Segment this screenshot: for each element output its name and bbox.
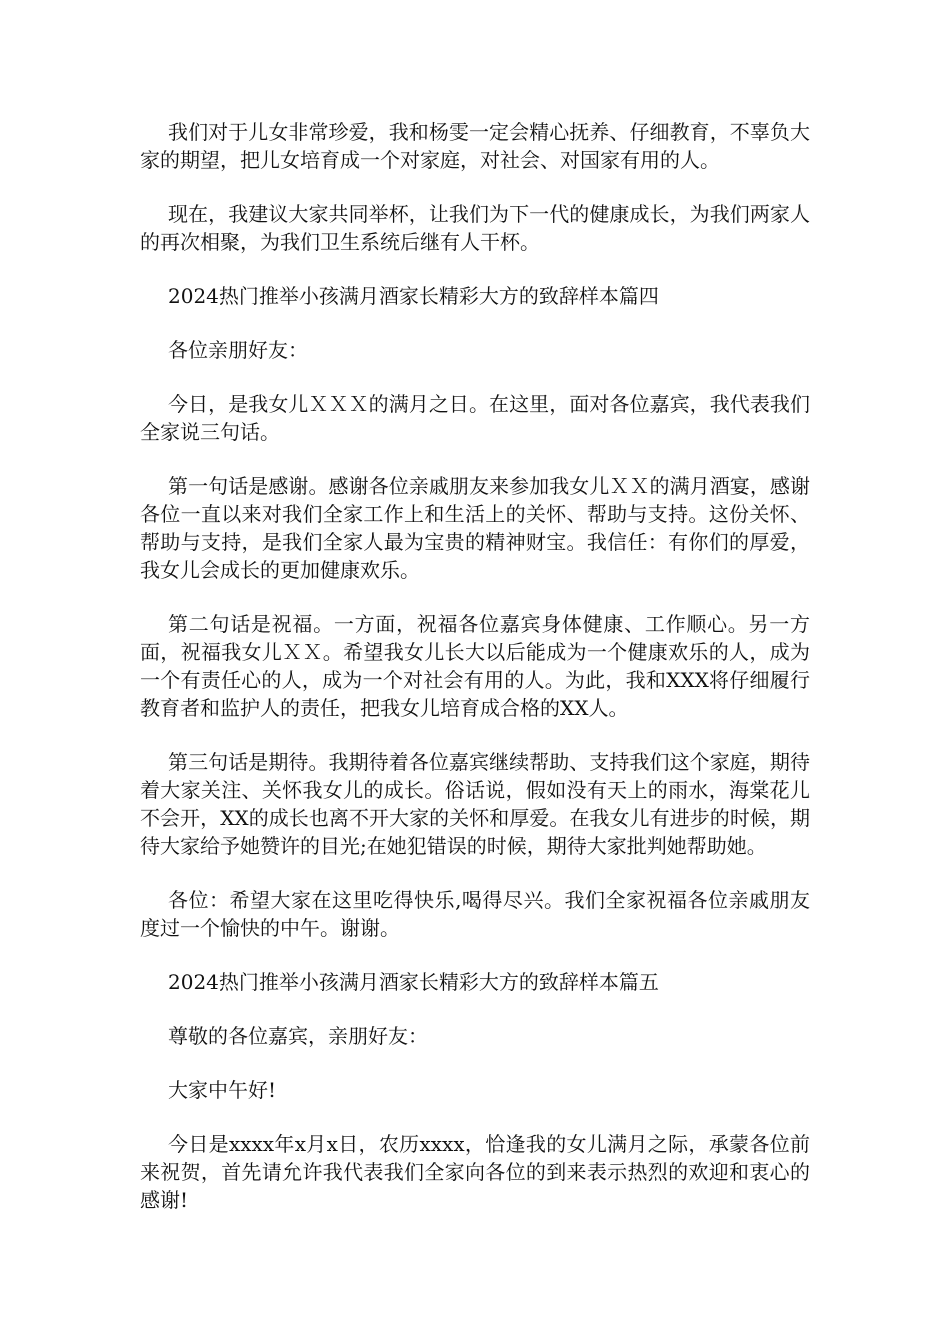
paragraph-hello: 大家中午好! — [168, 1078, 277, 1102]
paragraph-greeting-5: 尊敬的各位嘉宾，亲朋好友： — [168, 1024, 428, 1048]
paragraph-greeting-4: 各位亲朋好友： — [168, 338, 308, 362]
section-heading-4: 2024热门推举小孩满月酒家长精彩大方的致辞样本篇四 — [168, 284, 659, 308]
section-heading-5: 2024热门推举小孩满月酒家长精彩大方的致辞样本篇五 — [168, 970, 659, 994]
paragraph-intro-4: 今日，是我女儿ＸＸＸ的满月之日。在这里，面对各位嘉宾，我代表我们全家说三句话。 — [140, 392, 810, 444]
paragraph-closing-4: 各位：希望大家在这里吃得快乐,喝得尽兴。我们全家祝福各位亲戚朋友度过一个愉快的中午。谢谢。 — [140, 888, 810, 940]
paragraph-expectation: 第三句话是期待。我期待着各位嘉宾继续帮助、支持我们这个家庭，期待着大家关注、关怀我女儿的成长。俗话说，假如没有天上的雨水，海棠花儿不会开，XX的成长也离不开大家的关怀和厚爱。在我女儿有进步的时候，期待大家给予她赞许的目光;在她犯错误的时候，期待大家批判她帮助她。 — [140, 750, 810, 858]
paragraph-intro-5: 今日是xxxx年x月x日，农历xxxx，恰逢我的女儿满月之际，承蒙各位前来祝贺，首先请允许我代表我们全家向各位的到来表示热烈的欢迎和衷心的感谢! — [140, 1132, 810, 1212]
document-body — [140, 118, 810, 1240]
paragraph-care: 我们对于儿女非常珍爱，我和杨雯一定会精心抚养、仔细教育，不辜负大家的期望，把儿女培育成一个对家庭，对社会、对国家有用的人。 — [140, 120, 810, 172]
paragraph-thanks: 第一句话是感谢。感谢各位亲戚朋友来参加我女儿ＸＸ的满月酒宴，感谢各位一直以来对我们全家工作上和生活上的关怀、帮助与支持。这份关怀、帮助与支持，是我们全家人最为宝贵的精神财宝。我信任：有你们的厚爱，我女儿会成长的更加健康欢乐。 — [140, 474, 810, 582]
paragraph-blessing: 第二句话是祝福。一方面，祝福各位嘉宾身体健康、工作顺心。另一方面，祝福我女儿ＸＸ。希望我女儿长大以后能成为一个健康欢乐的人，成为一个有责任心的人，成为一个对社会有用的人。为此，我和XXX将仔细履行教育者和监护人的责任，把我女儿培育成合格的XX人。 — [140, 612, 810, 720]
paragraph-toast: 现在，我建议大家共同举杯，让我们为下一代的健康成长，为我们两家人的再次相聚，为我们卫生系统后继有人干杯。 — [140, 202, 810, 254]
